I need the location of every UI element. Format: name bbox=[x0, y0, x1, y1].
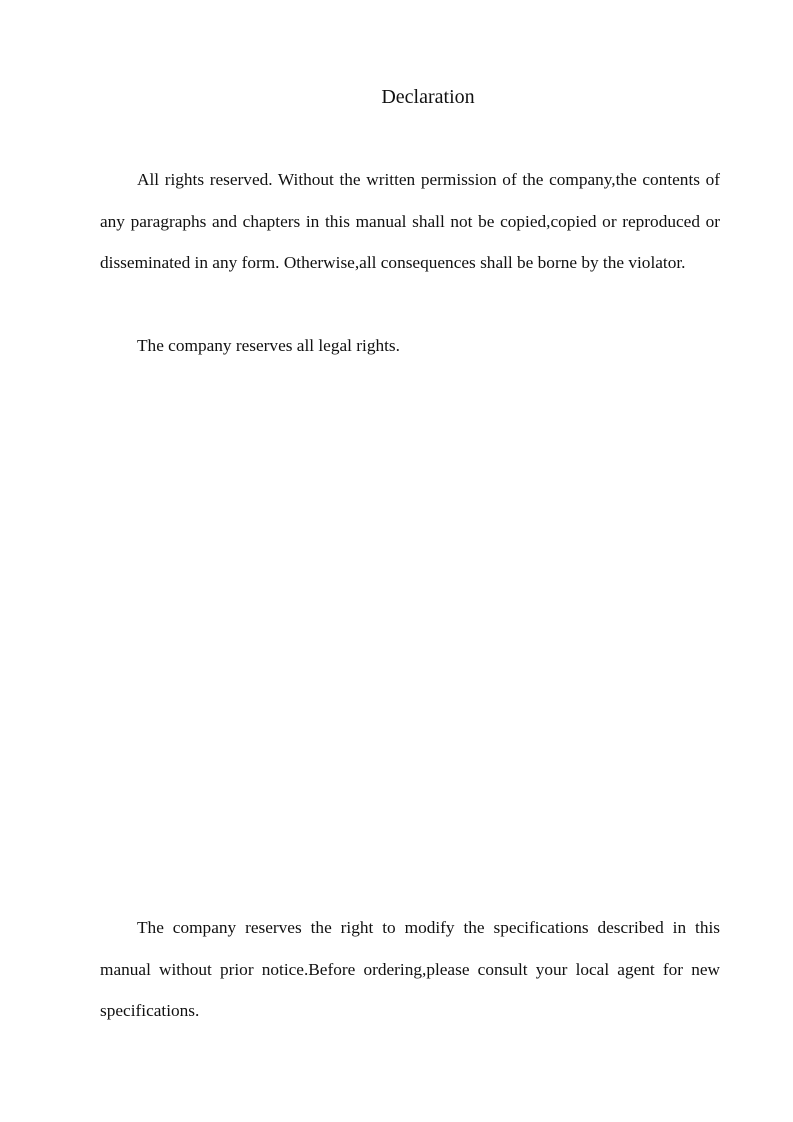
rights-paragraph: All rights reserved. Without the written permission of the company,the contents of any paragraphs and chapters in this manual shall not be copied,copied or reproduced or disseminated in any form. Otherwise,all consequences shall be borne by the violator. bbox=[100, 170, 720, 272]
specifications-notice-paragraph: The company reserves the right to modify the specifications described in this manual without prior notice.Before ordering,please consult your local agent for new specifications. bbox=[100, 918, 720, 1020]
legal-rights-paragraph: The company reserves all legal rights. bbox=[137, 336, 400, 355]
page-title: Declaration bbox=[381, 86, 475, 108]
